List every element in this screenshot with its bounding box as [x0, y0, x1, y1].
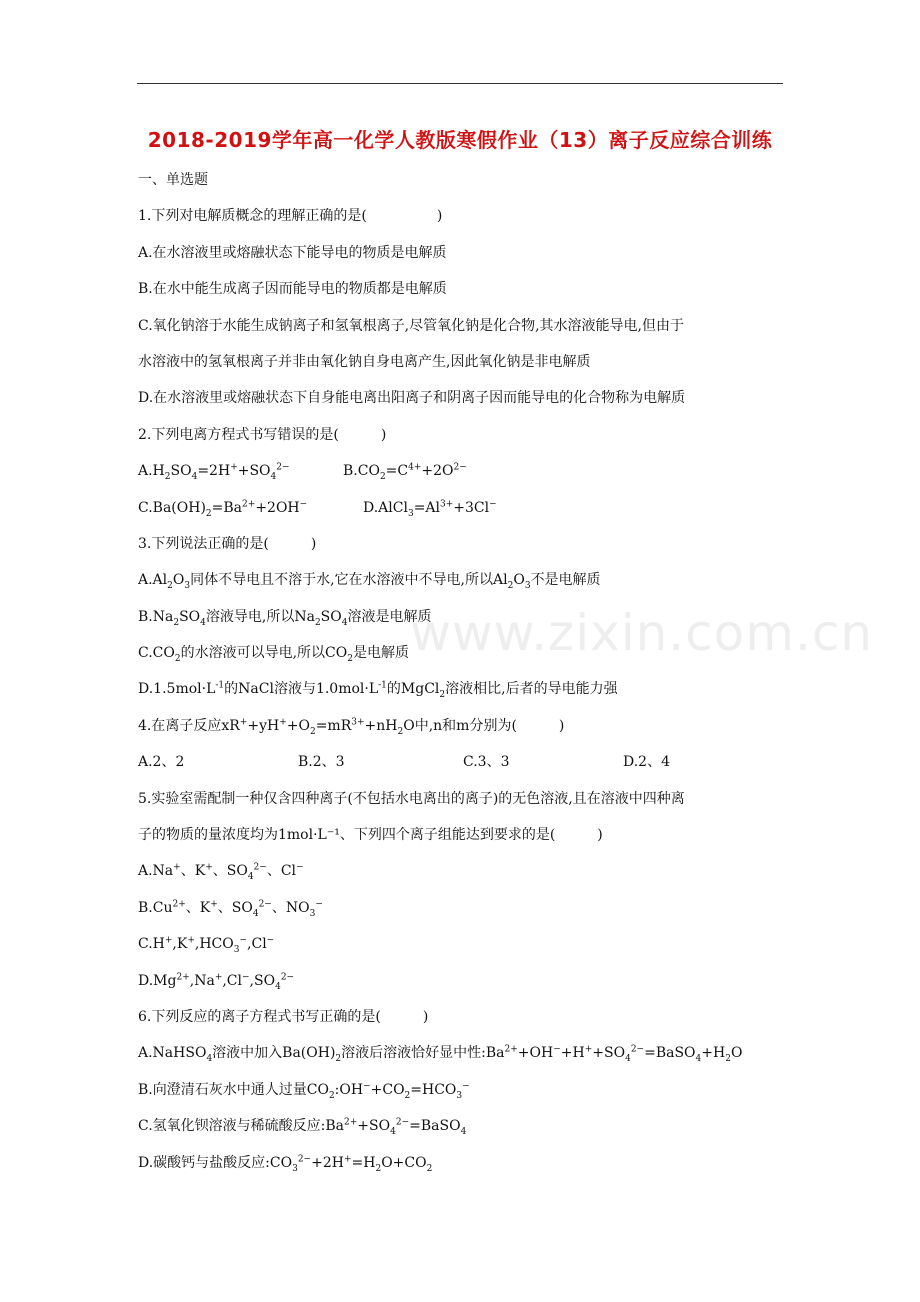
question-1-option-d: D.在水溶液里或熔融状态下自身能电离出阳离子和阴离子因而能导电的化合物称为电解质 — [138, 390, 686, 407]
question-2-options-row-1 — [138, 459, 788, 495]
question-5-option-c: $C.H^+,K^+,HCO_3^-,Cl^-$ — [138, 935, 275, 955]
question-1-option-c: C.氧化钠溶于水能生成钠离子和氢氧根离子,尽管氧化钠是化合物,其水溶液能导电,但由于 — [138, 317, 685, 334]
question-4-options-row — [138, 750, 788, 786]
question-1-option-c-continued: 水溶液中的氢氧根离子并非由氧化钠自身电离产生,因此氧化钠是非电解质 — [138, 353, 591, 370]
question-6-stem: 6.下列反应的离子方程式书写正确的是( ) — [138, 1008, 429, 1025]
question-1-option-b: B.在水中能生成离子因而能导电的物质都是电解质 — [138, 281, 447, 298]
question-2-option-c: $C.Ba(OH)_2=Ba^{2+}+2OH^-$ — [138, 498, 308, 519]
question-6-option-b: B.向澄清石灰水中通人过量$CO_2:OH^-+CO_2=HCO_3^-$ — [138, 1081, 470, 1101]
question-4-option-b: B.2、3 — [298, 754, 345, 771]
question-4-option-d: D.2、4 — [623, 754, 670, 771]
question-3-option-c: $C.CO_2$的水溶液可以导电,所以$CO_2$是电解质 — [138, 645, 409, 664]
question-5-stem: 5.实验室需配制一种仅含四种离子(不包括水电离出的离子)的无色溶液,且在溶液中四种离 — [138, 790, 685, 807]
question-2-option-d: $D.AlCl_3=Al^{3+}+3Cl^-$ — [363, 498, 497, 519]
question-6-option-c: C.氢氧化钡溶液与稀硫酸反应$:Ba^{2+}+SO_4^{2-}=BaSO_4$ — [138, 1117, 467, 1137]
question-5-stem-continued: 子的物质的量浓度均为1mol·L⁻¹、下列四个离子组能达到要求的是( ) — [138, 827, 603, 844]
document-title: 2018-2019学年高一化学人教版寒假作业（13）离子反应综合训练 — [147, 128, 773, 152]
question-3-option-a: $A.Al_2O_3$同体不导电且不溶于水,它在水溶液中不导电,所以$Al_2O_3$不是电解质 — [138, 572, 601, 592]
question-3-option-d: $D.1.5mol\cdot L^{-1}$的NaCl溶液与$1.0mol\cdot L^{-1}$的MgCl$_2$溶液相比,后者的导电能力强 — [138, 680, 618, 701]
question-6-option-d: D.碳酸钙与盐酸反应$:CO_3^{2-}+2H^+=H_2O+CO_2$ — [138, 1153, 433, 1174]
section-heading: 一、单选题 — [138, 172, 208, 188]
question-2-option-b: $B.CO_2=C^{4+}+2O^{2-}$ — [343, 462, 467, 482]
header-rule — [137, 83, 783, 84]
question-2-stem: 2.下列电离方程式书写错误的是( ) — [138, 426, 387, 443]
question-5-option-b: $B.Cu^{2+}$、K+、$SO_4^{2-}$、$NO_3^-$ — [138, 899, 323, 919]
question-4-option-c: C.3、3 — [463, 754, 510, 771]
question-2-options-row-2 — [138, 496, 788, 532]
question-4-stem: 4.在离子反应$xR^++yH^++O_2=mR^{3+}+nH_2O$中,n和m分别为( ) — [138, 717, 565, 737]
question-3-stem: 3.下列说法正确的是( ) — [138, 535, 317, 552]
question-2-option-a: $A.H_2SO_4=2H^++SO_4^{2-}$ — [138, 462, 290, 482]
question-1-stem: 1.下列对电解质概念的理解正确的是( ) — [138, 208, 443, 225]
question-5-option-a: A.Na+、K+、$SO_4^{2-}$、Cl− — [138, 862, 304, 883]
question-1-option-a: A.在水溶液里或熔融状态下能导电的物质是电解质 — [138, 244, 447, 261]
question-6-option-a: A.NaHSO$_4$溶液中加入$Ba(OH)_2$溶液后溶液恰好显中性$:Ba^{2+}+OH^-+H^++SO_4^{2-}=BaSO_4+H_2O$ — [138, 1044, 743, 1065]
watermark: www.zixin.com.cn — [410, 604, 874, 662]
question-5-option-d: $D.Mg^{2+},Na^+,Cl^-,SO_4^{2-}$ — [138, 971, 295, 992]
question-3-option-b: $B.Na_2SO_4$溶液导电,所以$Na_2SO_4$溶液是电解质 — [138, 608, 432, 628]
question-list — [138, 168, 788, 1187]
question-4-option-a: A.2、2 — [138, 754, 185, 771]
